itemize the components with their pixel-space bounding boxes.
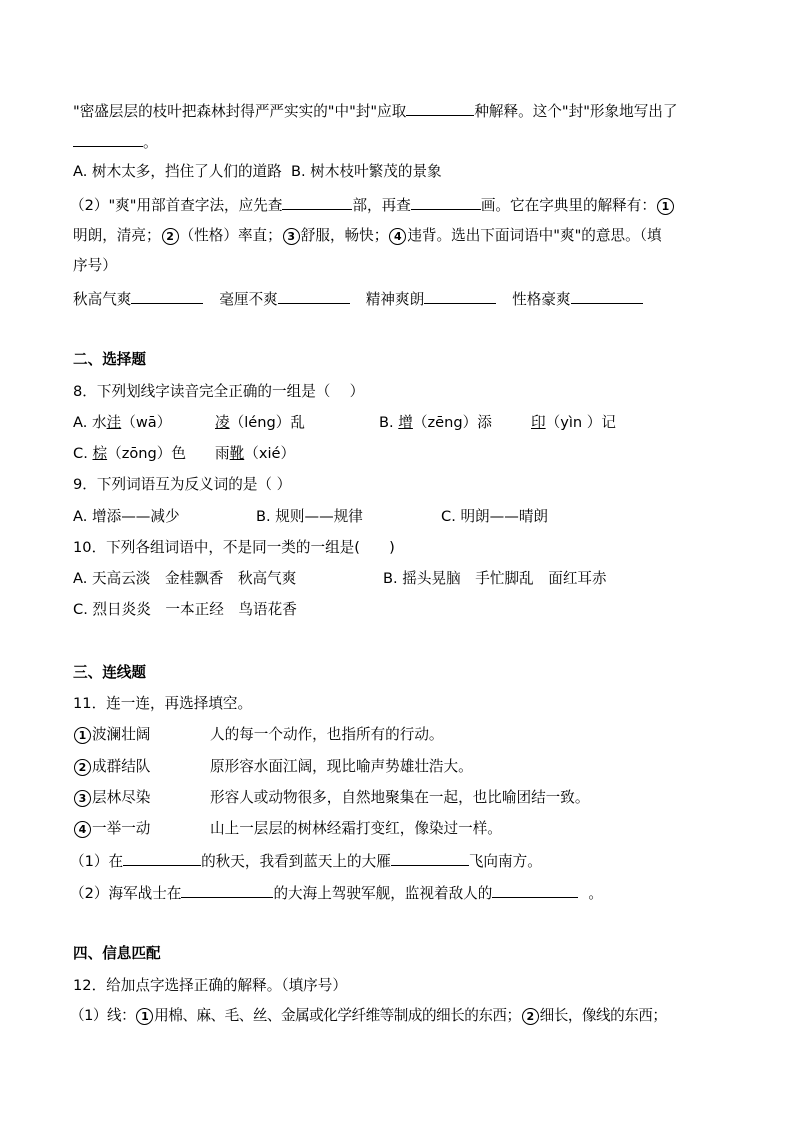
q12-question: 12．给加点字选择正确的解释。（填序号） (73, 977, 347, 994)
answer-blank[interactable] (424, 288, 496, 304)
q7-words-row (73, 288, 643, 310)
circled-number: 1 (657, 198, 674, 215)
pinyin: （léng）乱 (229, 414, 305, 431)
circled-number: 2 (74, 759, 91, 776)
word-item: 性格豪爽 (512, 291, 571, 308)
word-item: 精神爽朗 (365, 291, 425, 308)
match-definition: 形容人或动物很多，自然地聚集在一起，也比喻团结一致。 (210, 789, 590, 806)
section-heading: 三、连线题 (73, 664, 146, 681)
option-a: A. 增添——减少 (73, 508, 180, 525)
circled-number: 1 (136, 1008, 153, 1025)
pinyin: （zōng）色 (107, 445, 186, 462)
word-item: 毫厘不爽 (219, 291, 278, 308)
match-definition: 人的每一个动作，也指所有的行动。 (210, 726, 444, 743)
q7-text: "密盛层层的枝叶把森林封得严严实实的"中"封"应取 (73, 103, 407, 120)
q7-text: 明朗，清亮； (73, 227, 161, 244)
q9-options (73, 507, 549, 529)
q7-text: （2）"爽"用部首查字法，应先查 (70, 197, 283, 214)
circled-number: 3 (74, 790, 91, 807)
match-word: 一举一动 (92, 820, 151, 837)
circled-number: 4 (74, 821, 91, 838)
pinyin: （wā） (121, 414, 172, 431)
underlined-char: 棕 (92, 445, 108, 462)
q7-text: 画。它在字典里的解释有： (480, 197, 656, 214)
word-item: 秋高气爽 (73, 291, 132, 308)
q7-text: 部，再查 (352, 197, 411, 214)
answer-blank[interactable] (282, 194, 352, 210)
q10-option-c: C. 烈日炎炎 一本正经 鸟语花香 (73, 601, 297, 618)
q7-text: 种解释。这个"封"形象地写出了 (474, 103, 678, 120)
fill-sentence-1 (70, 850, 542, 872)
answer-blank[interactable] (123, 850, 201, 866)
pinyin: （zēng）添 (412, 414, 492, 431)
q8-option-c (73, 444, 296, 466)
option-b: B. 摇头晃脑 手忙脚乱 面红耳赤 (383, 570, 607, 587)
answer-blank[interactable] (73, 131, 143, 147)
q7-text: 舒服，畅快； (300, 227, 389, 244)
q8-a2 (215, 413, 305, 433)
answer-blank[interactable] (391, 850, 469, 866)
fill-text: 。 (588, 885, 603, 902)
match-definition: 原形容水面江阔，现比喻声势雄壮浩大。 (210, 758, 473, 775)
match-word: 成群结队 (92, 758, 151, 775)
q8-question: 8．下列划线字读音完全正确的一组是（ ） (73, 383, 365, 400)
circled-number: 4 (389, 228, 406, 245)
q10-question: 10．下列各组词语中，不是同一类的一组是( ) (73, 539, 395, 556)
q12-item-1 (70, 1006, 666, 1028)
q7-part2-line2 (73, 226, 662, 248)
match-row (73, 819, 502, 841)
q12-text: （1）线： (70, 1007, 136, 1024)
q7-text: 违背。选出下面词语中"爽"的意思。（填 (407, 227, 662, 244)
fill-text: 飞向南方。 (468, 853, 542, 870)
underlined-char: 凌 (215, 414, 230, 431)
option-c: C. 明朗——晴朗 (441, 508, 549, 525)
fill-text: 的大海上驾驶军舰，监视着敌人的 (273, 885, 493, 902)
q7-text: 。 (143, 134, 158, 151)
q10-options-ab (73, 569, 607, 591)
answer-blank[interactable] (492, 882, 578, 898)
option-label: C. (73, 445, 88, 462)
q8-c2 (215, 444, 295, 464)
pinyin: （yìn ）记 (545, 414, 616, 431)
answer-blank[interactable] (411, 194, 481, 210)
underlined-char: 靴 (229, 445, 245, 462)
q7-part2-line3 (73, 256, 117, 278)
fill-sentence-2 (70, 882, 603, 904)
answer-blank[interactable] (571, 288, 643, 304)
match-row (73, 757, 473, 779)
q12-text: 用棉、麻、毛、丝、金属或化学纤维等制成的细长的东西； (154, 1007, 521, 1024)
q8-b (379, 413, 492, 433)
option-b: B. 树木枝叶繁茂的景象 (291, 163, 442, 180)
circled-number: 1 (74, 727, 91, 744)
match-word: 波澜壮阔 (92, 726, 151, 743)
underlined-char: 增 (398, 414, 413, 431)
underlined-char: 印 (531, 414, 546, 431)
pinyin: （xié） (244, 445, 296, 462)
circled-number: 3 (283, 228, 300, 245)
match-word: 层林尽染 (92, 789, 151, 806)
match-row (73, 725, 444, 747)
answer-blank[interactable] (181, 882, 273, 898)
option-b: B. 规则——规律 (256, 508, 363, 525)
fill-text: （2）海军战士在 (70, 885, 182, 902)
q8-b2 (531, 413, 616, 433)
circled-number: 2 (162, 228, 179, 245)
underlined-char: 洼 (106, 414, 122, 431)
answer-blank[interactable] (406, 100, 474, 116)
section-heading: 二、选择题 (73, 351, 146, 368)
q9-question: 9．下列词语互为反义词的是（ ） (73, 476, 292, 493)
q7-part2-line1 (70, 194, 675, 216)
answer-blank[interactable] (131, 288, 203, 304)
q11-question: 11．连一连，再选择填空。 (73, 695, 253, 712)
option-label: B. (379, 414, 394, 431)
fill-text: 的秋天，我看到蓝天上的大雁 (201, 853, 391, 870)
q12-text: 细长，像线的东西； (539, 1007, 667, 1024)
circled-number: 2 (522, 1008, 539, 1025)
q8-options-ab (73, 413, 616, 435)
section-heading: 四、信息匹配 (73, 945, 161, 962)
q7-text: （性格）率直； (179, 227, 282, 244)
fill-text: （1）在 (70, 853, 124, 870)
q7-options (73, 162, 442, 184)
q7-text: 序号） (73, 257, 117, 274)
q7-line1 (73, 100, 677, 122)
answer-blank[interactable] (278, 288, 350, 304)
plain-char: 雨 (215, 445, 230, 462)
q7-line2 (73, 131, 158, 153)
match-definition: 山上一层层的树林经霜打变红，像染过一样。 (210, 820, 502, 837)
match-row (73, 788, 590, 810)
option-a: A. 树木太多，挡住了人们的道路 (73, 163, 282, 180)
option-label: A. 水 (73, 414, 107, 431)
option-a: A. 天高云淡 金桂飘香 秋高气爽 (73, 570, 297, 587)
